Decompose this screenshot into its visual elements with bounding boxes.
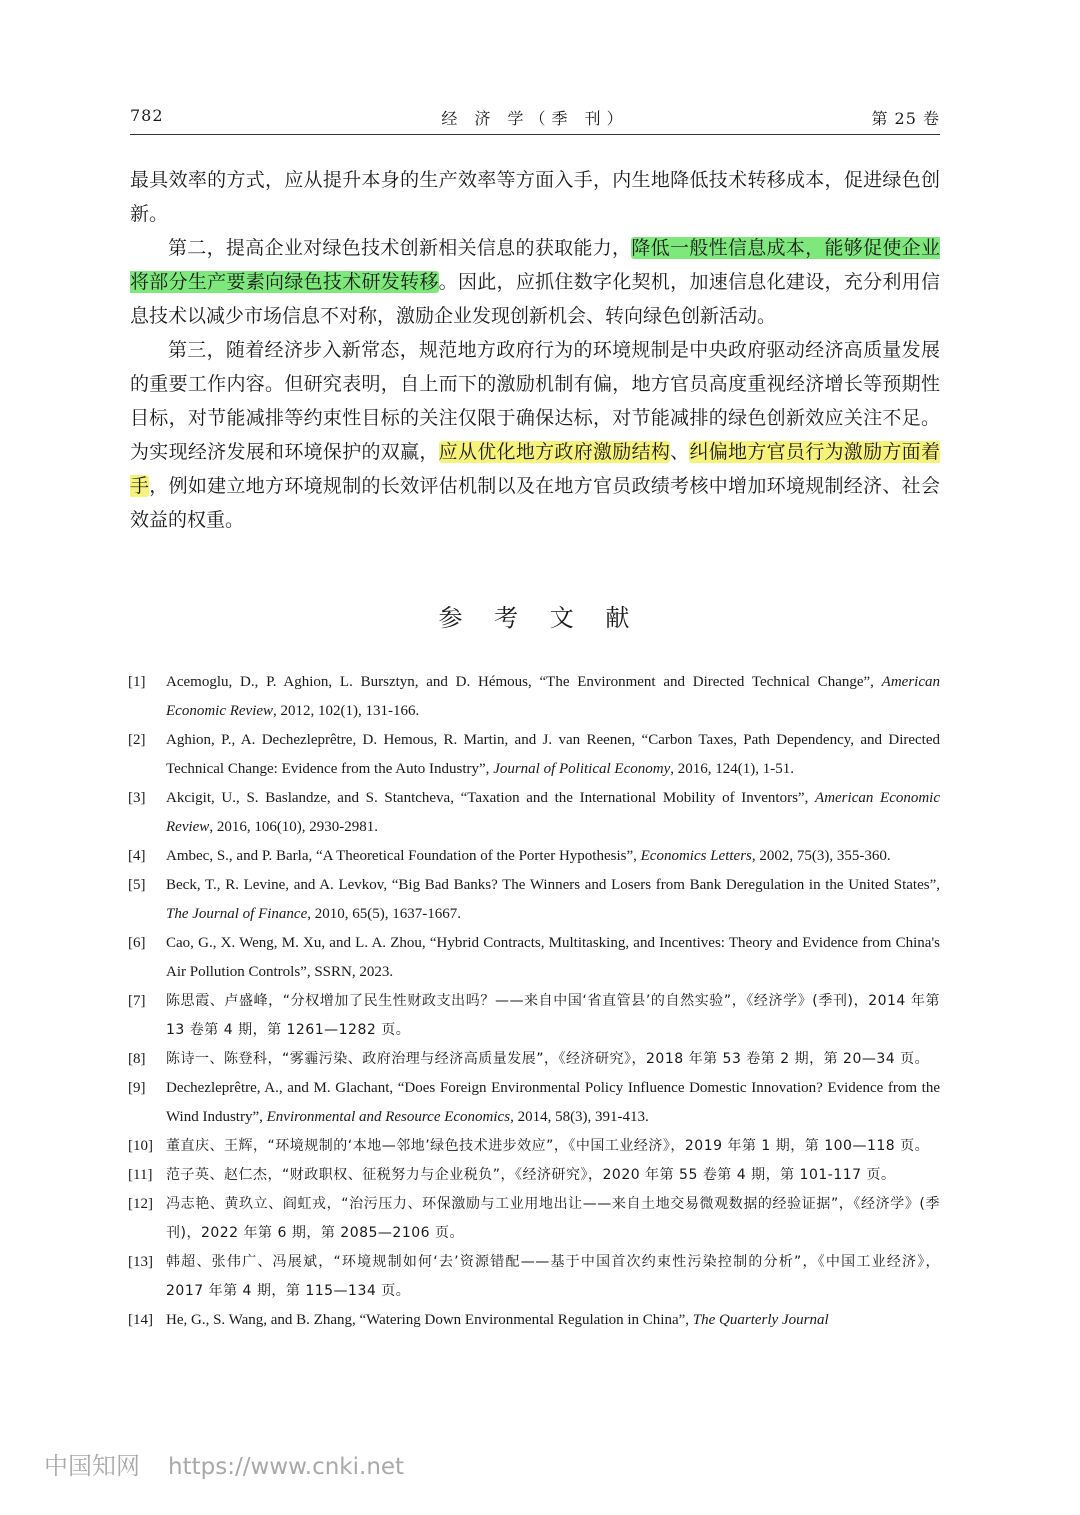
paragraph-1 [130,163,940,231]
reference-item [128,784,940,842]
reference-text [166,1254,940,1299]
reference-item [128,1248,940,1306]
paragraph-2-text-b: 。因此，应抓住数字化契机，加速信息化建设，充分利用信息技术以减少市场信息不对称，激励企业发现创新机会、转向绿色创新活动。 [130,271,940,327]
reference-text [166,877,940,922]
volume-label: 第 25 卷 [871,109,940,128]
reference-item [128,668,940,726]
watermark-brand: 中国知网 [44,1452,140,1480]
reference-citation: Ambec, S., and P. Barla, “A Theoretical Foundation of the Porter Hypothesis”, [166,848,641,864]
reference-journal: The Journal of Finance [166,906,308,922]
page-number: 782 [130,106,164,125]
reference-text [166,1312,829,1328]
reference-item [128,929,940,987]
reference-text [166,1080,940,1125]
reference-text [166,674,940,719]
reference-item [128,1306,940,1335]
reference-details: , 2016, 124(1), 1-51. [670,761,794,777]
paragraph-1-text: 最具效率的方式，应从提升本身的生产效率等方面入手，内生地降低技术转移成本，促进绿色创新。 [130,169,940,225]
reference-item [128,987,940,1045]
highlight-green: 降低一般性信息成本，能够促使企业将部分生产要素向绿色技术研发转移 [130,237,940,293]
reference-number: [3] [128,790,146,806]
references-list [128,668,940,1335]
paragraph-3-separator: 、 [670,441,690,463]
reference-citation: Acemoglu, D., P. Aghion, L. Bursztyn, and D. Hémous, “The Environment and Directed Technical Change”, [166,674,882,690]
reference-item [128,1132,940,1161]
reference-citation: Beck, T., R. Levine, and A. Levkov, “Big Bad Banks? The Winners and Losers from Bank Deregulation in the United States”, [166,877,940,893]
reference-number: [4] [128,848,146,864]
reference-text [166,1051,929,1067]
reference-text [166,1167,896,1183]
page-header [130,106,940,134]
reference-number: [7] [128,993,146,1009]
reference-number: [1] [128,674,146,690]
reference-citation: 陈思霞、卢盛峰，“分权增加了民生性财政支出吗？——来自中国‘省直管县’的自然实验”，《经济学》(季刊)，2014 年第 13 卷第 4 期，第 1261—1282 页。 [166,993,940,1038]
reference-item [128,871,940,929]
reference-text [166,935,940,980]
reference-journal: Economics Letters [640,848,752,864]
reference-number: [9] [128,1080,146,1096]
reference-text [166,848,891,864]
paragraph-3-text-b: ，例如建立地方环境规制的长效评估机制以及在地方官员政绩考核中增加环境规制经济、社会效益的权重。 [130,475,940,531]
reference-number: [5] [128,877,146,893]
highlight-yellow-2: 纠偏地方官员行为激励方面着手 [130,441,940,497]
reference-journal: The Quarterly Journal [692,1312,829,1328]
paragraph-2-text-a: 第二，提高企业对绿色技术创新相关信息的获取能力， [168,237,632,259]
reference-text [166,790,940,835]
reference-item [128,1074,940,1132]
reference-citation: 陈诗一、陈登科，“雾霾污染、政府治理与经济高质量发展”，《经济研究》，2018 年第 53 卷第 2 期，第 20—34 页。 [166,1051,930,1067]
reference-journal: Environmental and Resource Economics [266,1109,511,1125]
paragraph-3 [130,333,940,537]
watermark [44,1446,404,1481]
reference-citation: Dechezleprêtre, A., and M. Glachant, “Does Foreign Environmental Policy Influence Domestic Innovation? Evidence from the Wind Industry”, [166,1080,940,1125]
reference-citation: Akcigit, U., S. Baslandze, and S. Stantcheva, “Taxation and the International Mobility of Inventors”, [166,790,816,806]
reference-number: [13] [128,1254,153,1270]
reference-item [128,1190,940,1248]
reference-number: [10] [128,1138,153,1154]
reference-number: [12] [128,1196,153,1212]
reference-number: [6] [128,935,146,951]
reference-journal: American Economic Review [166,790,941,835]
reference-details: , 2002, 75(3), 355-360. [751,848,891,864]
reference-citation: Cao, G., X. Weng, M. Xu, and L. A. Zhou, “Hybrid Contracts, Multitasking, and Incentives: Theory and Evidence from China's Air Pollution Controls”, SSRN, 2023. [166,935,940,980]
watermark-url: https://www.cnki.net [168,1454,405,1480]
reference-citation: He, G., S. Wang, and B. Zhang, “Watering Down Environmental Regulation in China”, [166,1312,693,1328]
reference-text [166,1138,929,1154]
reference-details: , 2010, 65(5), 1637-1667. [307,906,461,922]
reference-journal: American Economic Review [166,674,940,719]
reference-item [128,1161,940,1190]
highlight-yellow-1: 应从优化地方政府激励结构 [438,441,671,463]
body-text [130,163,940,537]
paragraph-3-text-a: 第三，随着经济步入新常态，规范地方政府行为的环境规制是中央政府驱动经济高质量发展的重要工作内容。但研究表明，自上而下的激励机制有偏，地方官员高度重视经济增长等预期性目标，对节能减排等约束性目标的关注仅限于确保达标，对节能减排的绿色创新效应关注不足。为实现经济发展和环境保护的双赢， [130,339,940,463]
reference-details: , 2012, 102(1), 131-166. [273,703,420,719]
paragraph-2 [130,231,940,333]
reference-item [128,842,940,871]
reference-citation: 董直庆、王辉，“环境规制的‘本地—邻地’绿色技术进步效应”，《中国工业经济》，2019 年第 1 期，第 100—118 页。 [166,1138,930,1154]
reference-journal: Journal of Political Economy [493,761,671,777]
reference-number: [8] [128,1051,146,1067]
reference-item [128,1045,940,1074]
header-rule [130,134,940,135]
reference-item [128,726,940,784]
reference-details: , 2014, 58(3), 391-413. [510,1109,649,1125]
reference-text [166,732,940,777]
reference-text [166,1196,940,1241]
reference-details: , 2016, 106(10), 2930-2981. [209,819,379,835]
reference-citation: Aghion, P., A. Dechezleprêtre, D. Hemous, R. Martin, and J. van Reenen, “Carbon Taxes, Path Dependency, and Directed Technical Change: Evidence from the Auto Industry”, [166,732,940,777]
reference-citation: 冯志艳、黄玖立、阎虹戎，“治污压力、环保激励与工业用地出让——来自土地交易微观数据的经验证据”，《经济学》(季刊)，2022 年第 6 期，第 2085—2106 页。 [166,1196,940,1241]
reference-number: [14] [128,1312,153,1328]
reference-text [166,993,940,1038]
reference-citation: 范子英、赵仁杰，“财政职权、征税努力与企业税负”，《经济研究》，2020 年第 55 卷第 4 期，第 101-117 页。 [166,1167,896,1183]
reference-citation: 韩超、张伟广、冯展斌，“环境规制如何‘去’资源错配——基于中国首次约束性污染控制的分析”，《中国工业经济》，2017 年第 4 期，第 115—134 页。 [166,1254,940,1299]
references-heading: 参 考 文 献 [438,604,642,632]
journal-running-title: 经 济 学（季 刊） [441,109,629,128]
reference-number: [2] [128,732,146,748]
reference-number: [11] [128,1167,153,1183]
